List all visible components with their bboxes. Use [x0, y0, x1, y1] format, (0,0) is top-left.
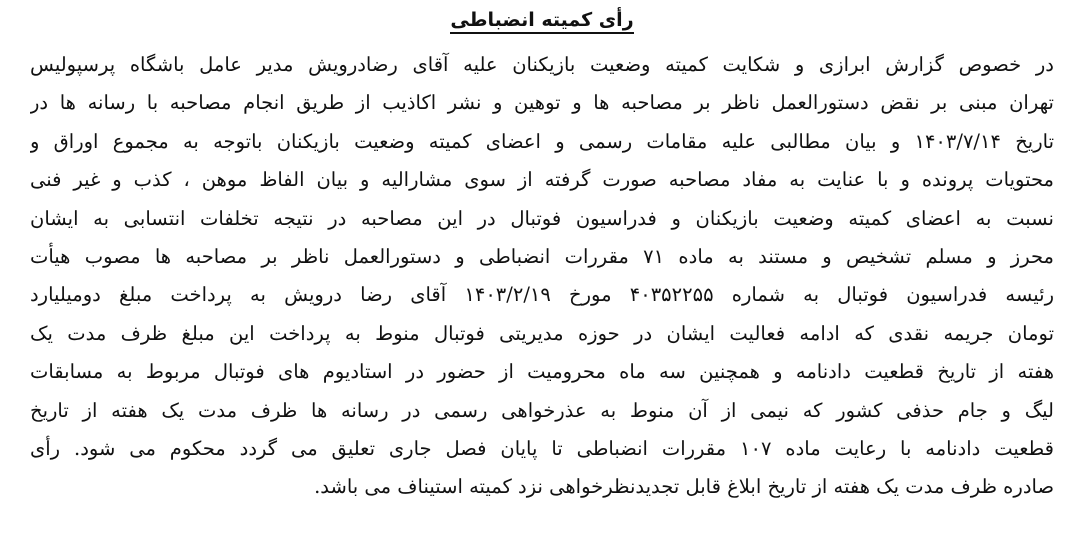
text-line-1: در خصوص گزارش ابرازی و شکایت کمیته وضعیت بازیکنان علیه آقای رضادرویش مدیر عامل باشگاه پرسپولیس	[30, 53, 1054, 76]
text-line-10: لیگ و جام حذفی کشور که نیمی از آن منوط به عذرخواهی رسمی در رسانه ها ظرف مدت یک هفته از تاریخ	[30, 398, 1054, 422]
text-line-8: تومان جریمه نقدی که ادامه فعالیت ایشان در حوزه مدیریتی فوتبال منوط به پرداخت این مبلغ ظرف مدت یک	[30, 321, 1054, 345]
text-line-2: تهران مبنی بر نقض دستورالعمل ناظر بر مصاحبه ها و توهین و نشر اکاذیب از طریق انجام مصاحبه با رسانه ها در	[30, 91, 1054, 115]
text-line-3: تاریخ ۱۴۰۳/۷/۱۴ و بیان مطالبی علیه مقامات رسمی و اعضای کمیته وضعیت بازیکنان باتوجه به مجموع اوراق و	[30, 129, 1054, 153]
text-line-12: صادره ظرف مدت یک هفته از تاریخ ابلاغ قابل تجدیدنظرخواهی نزد کمیته استیناف می باشد.	[314, 475, 1054, 499]
text-line-6: محرز و مسلم تشخیص و مستند به ماده ۷۱ مقررات انضباطی و دستورالعمل ناظر بر مصاحبه ها مصوب هیأت	[30, 244, 1054, 268]
text-line-5: نسبت به اعضای کمیته وضعیت بازیکنان و فدراسیون فوتبال در این مصاحبه در نتیجه تخلفات انتسابی به ایشان	[30, 206, 1054, 230]
text-line-7: رئیسه فدراسیون فوتبال به شماره ۴۰۳۵۲۲۵۵ مورخ ۱۴۰۳/۲/۱۹ آقای رضا درویش به پرداخت مبلغ دومیلیارد	[30, 283, 1054, 307]
text-line-11: قطعیت دادنامه با رعایت ماده ۱۰۷ مقررات انضباطی تا پایان فصل جاری تعلیق می گردد محکوم می شود. رأی	[30, 436, 1054, 460]
ruling-text	[30, 46, 1054, 507]
document-title-wrapper	[0, 6, 1084, 34]
text-line-9: هفته از تاریخ قطعیت دادنامه و همچنین سه ماه محرومیت از حضور در استادیوم های فوتبال مربوط به مسابقات	[30, 360, 1054, 384]
document-title: رأی کمیته انضباطی	[450, 9, 633, 34]
text-line-4: محتویات پرونده و با عنایت به مفاد مصاحبه صورت گرفته از سوی مشارالیه و بیان الفاظ موهن ، کذب و غیر فنی	[30, 168, 1054, 192]
